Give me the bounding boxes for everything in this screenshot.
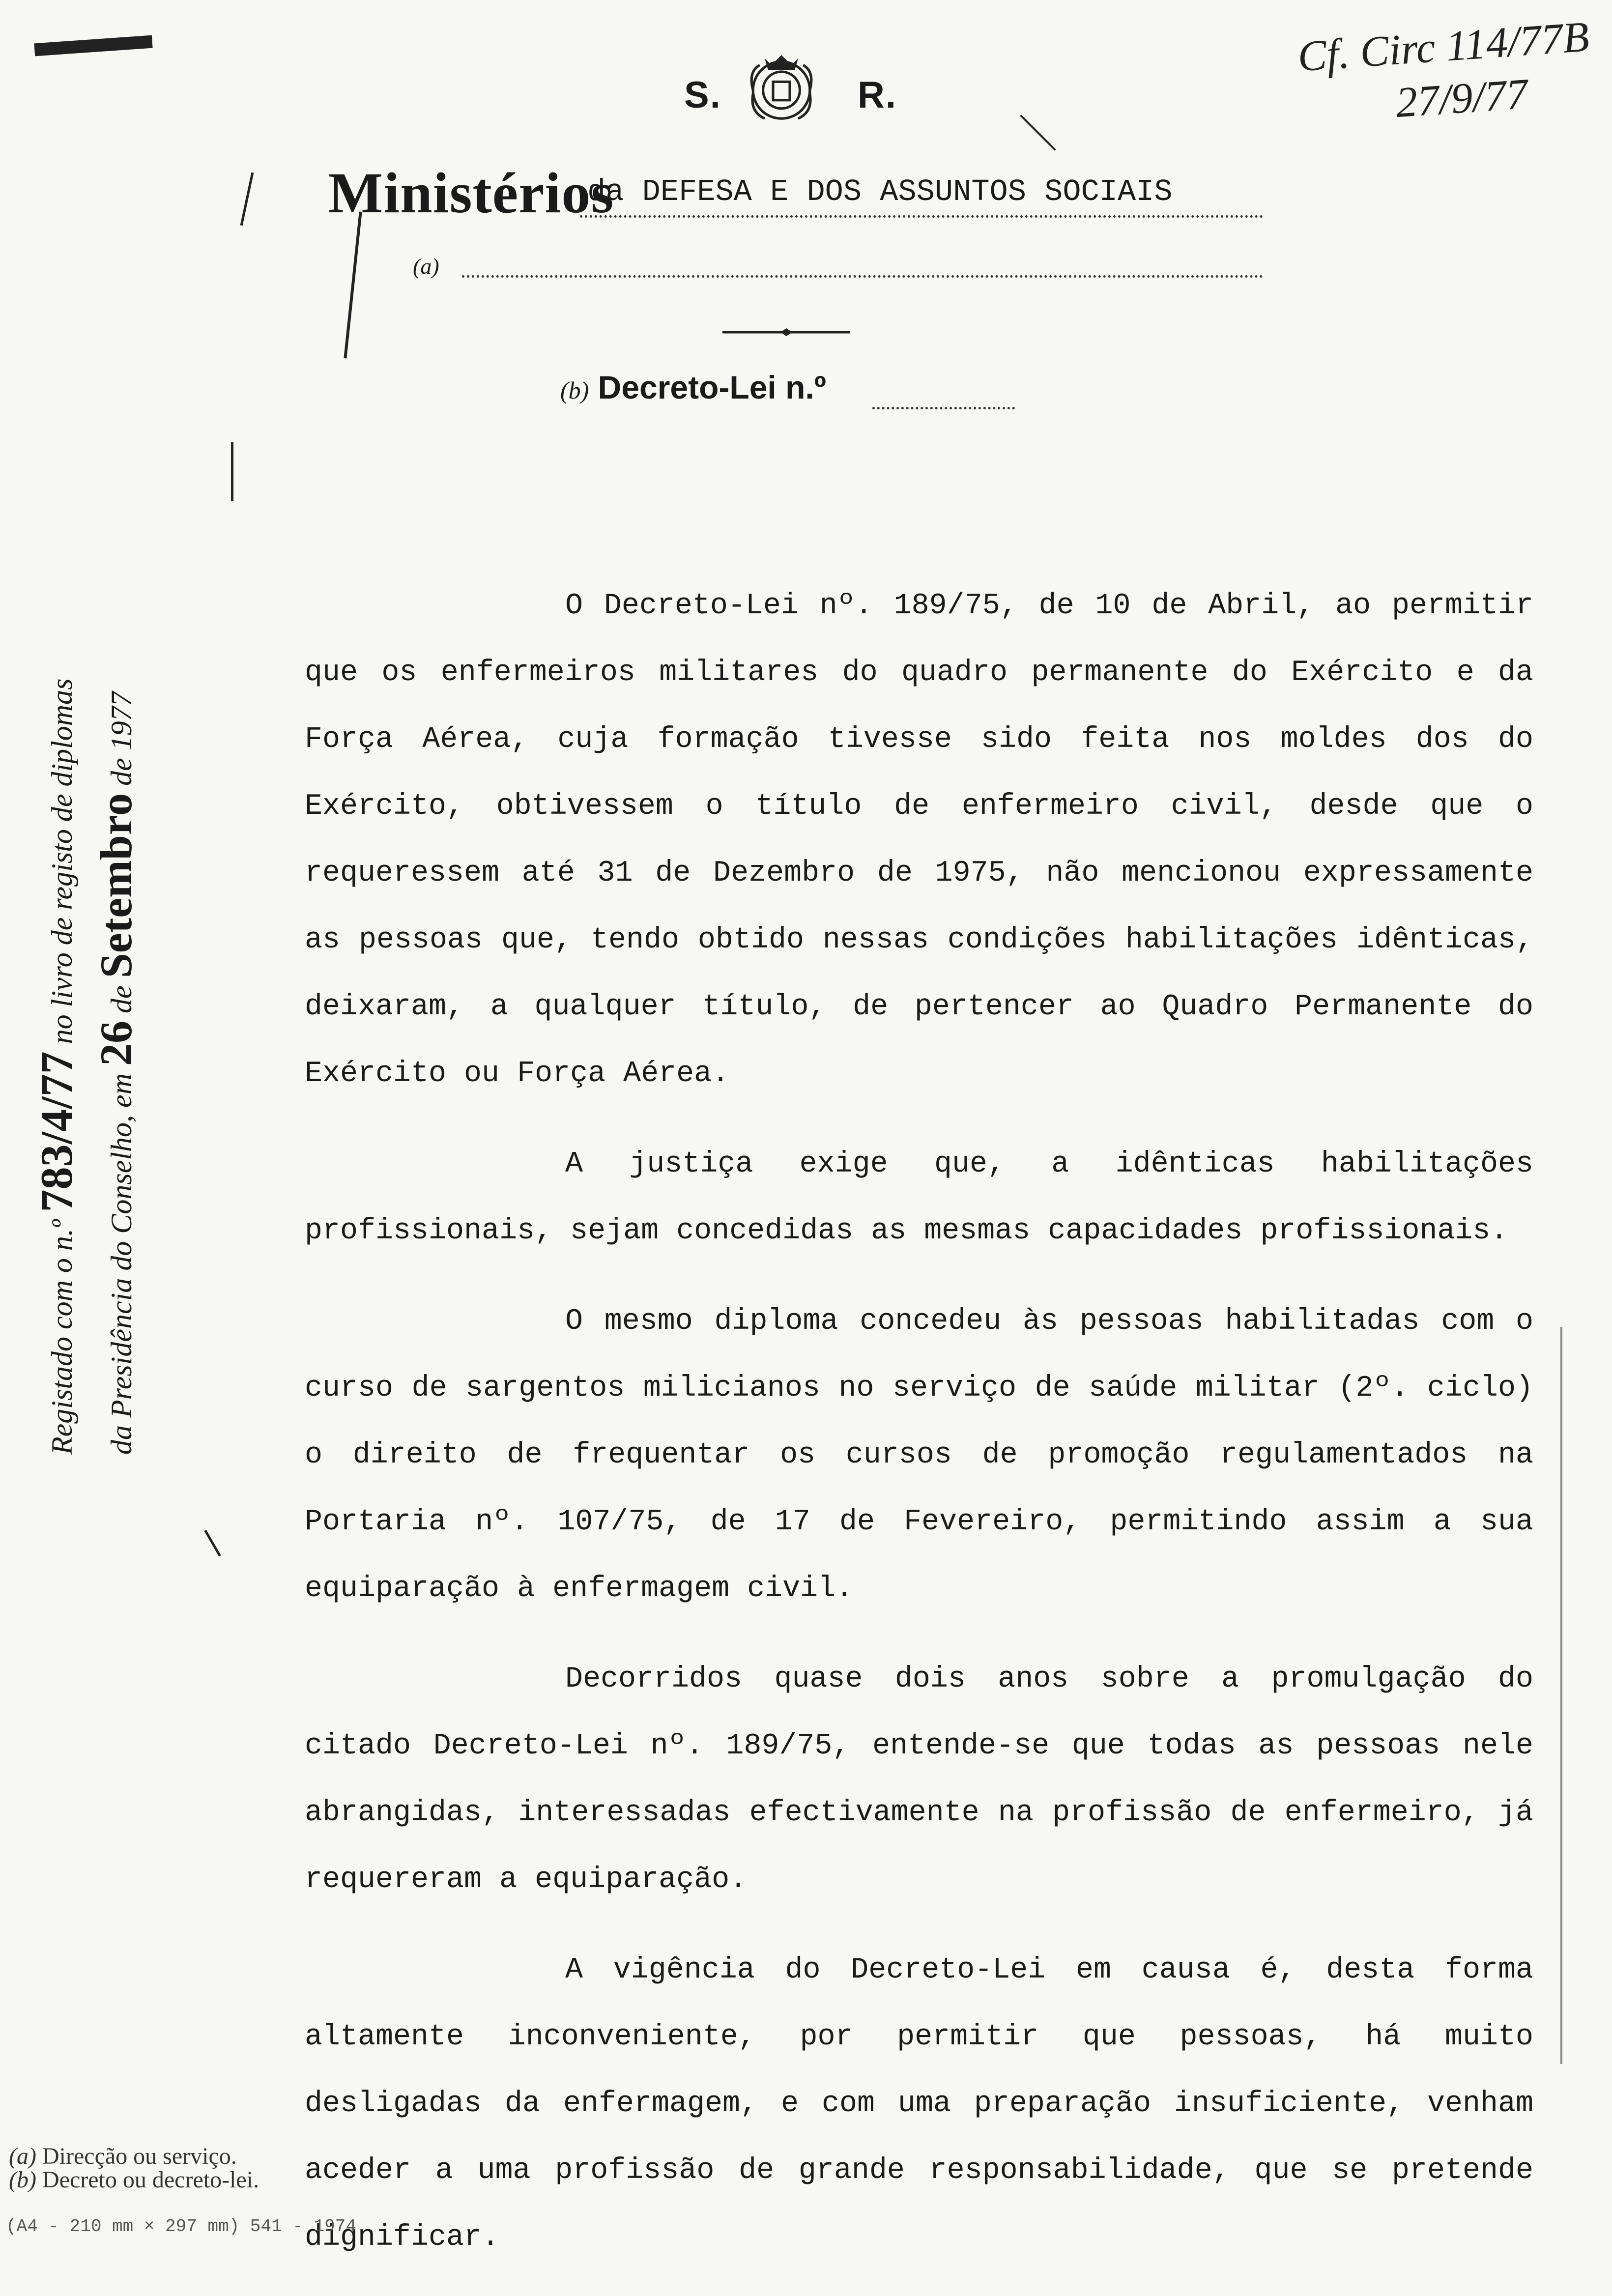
registration-margin	[29, 531, 148, 1455]
decreto-b-label: (b)	[560, 376, 589, 404]
decreto-number-dotted-line	[872, 407, 1015, 409]
scan-mark	[1020, 115, 1056, 151]
divider-ornament	[722, 328, 850, 336]
footnote-b: (b) Decreto ou decreto-lei.	[9, 2167, 259, 2193]
paragraph-4: Decorridos quase dois anos sobre a promulgação do citado Decreto-Lei nº. 189/75, entende-se que todas as pessoas nele abrangidas, interessadas efectivamente na profissão de enfermeiro, já requereram a equiparação.	[305, 1663, 1533, 1896]
handwritten-note-line2: 27/9/77	[1394, 70, 1529, 127]
field-a-label: (a)	[413, 254, 439, 279]
ministry-dotted-line	[580, 215, 1263, 218]
scan-mark	[1560, 1327, 1562, 2064]
header-letter-r: R.	[858, 74, 897, 116]
print-mark: (A4 - 210 mm × 297 mm) 541 - 1974	[6, 2216, 356, 2237]
scan-mark	[231, 442, 233, 501]
ministry-name: da DEFESA E DOS ASSUNTOS SOCIAIS	[587, 174, 1173, 209]
field-a-dotted-line	[462, 275, 1263, 278]
ministerio-label: Ministérios	[328, 161, 614, 225]
decreto-title	[560, 369, 826, 406]
registration-month: Setembro	[91, 793, 141, 978]
paragraph-5: A vigência do Decreto-Lei em causa é, desta forma altamente inconveniente, por permitir que pessoas, há muito desligadas da enfermagem, e com uma preparação insuficiente, venham aceder a uma profissão de grande responsabilidade, que se pretende dignificar.	[305, 1953, 1533, 2254]
paragraph-1: O Decreto-Lei nº. 189/75, de 10 de Abril, ao permitir que os enfermeiros militares do quadro permanente do Exército e da Força Aérea, cuja formação tivesse sido feita nos moldes dos do Exército, obtivessem o título de enfermeiro civil, desde que o requeressem até 31 de Dezembro de 1975, não mencionou expressamente as pessoas que, tendo obtido nessas condições habilitações idênticas, deixaram, a qualquer título, de pertencer ao Quadro Permanente do Exército ou Força Aérea.	[305, 589, 1533, 1091]
header-letter-s: S.	[684, 74, 721, 116]
decree-body	[305, 573, 1533, 2295]
registration-day: 26	[91, 1021, 141, 1066]
scan-mark	[34, 35, 152, 57]
scan-mark	[204, 1530, 221, 1556]
decreto-label: Decreto-Lei n.º	[598, 369, 826, 405]
footnote-a: (a) Direcção ou serviço.	[9, 2143, 237, 2169]
coat-of-arms-icon	[740, 47, 823, 130]
paragraph-3: O mesmo diploma concedeu às pessoas habilitadas com o curso de sargentos milicianos no serviço de saúde militar (2º. ciclo) o direito de frequentar os cursos de promoção regulamentados na Portaria nº. 107/75, de 17 de Fevereiro, permitindo assim a sua equiparação à enfermagem civil.	[305, 1305, 1533, 1606]
registration-number: 783/4/77	[31, 1051, 82, 1212]
registration-line2: da Presidência do Conselho, em 26 de Setembro de 1977	[91, 691, 141, 1455]
handwritten-note-line1: Cf. Circ 114/77B	[1296, 13, 1591, 81]
registration-line1: Registado com o n.º 783/4/77 no livro de registo de diplomas	[31, 678, 82, 1455]
paragraph-2: A justiça exige que, a idênticas habilitações profissionais, sejam concedidas as mesmas capacidades profissionais.	[305, 1148, 1533, 1248]
scan-mark	[344, 212, 362, 359]
scan-mark	[240, 172, 254, 226]
